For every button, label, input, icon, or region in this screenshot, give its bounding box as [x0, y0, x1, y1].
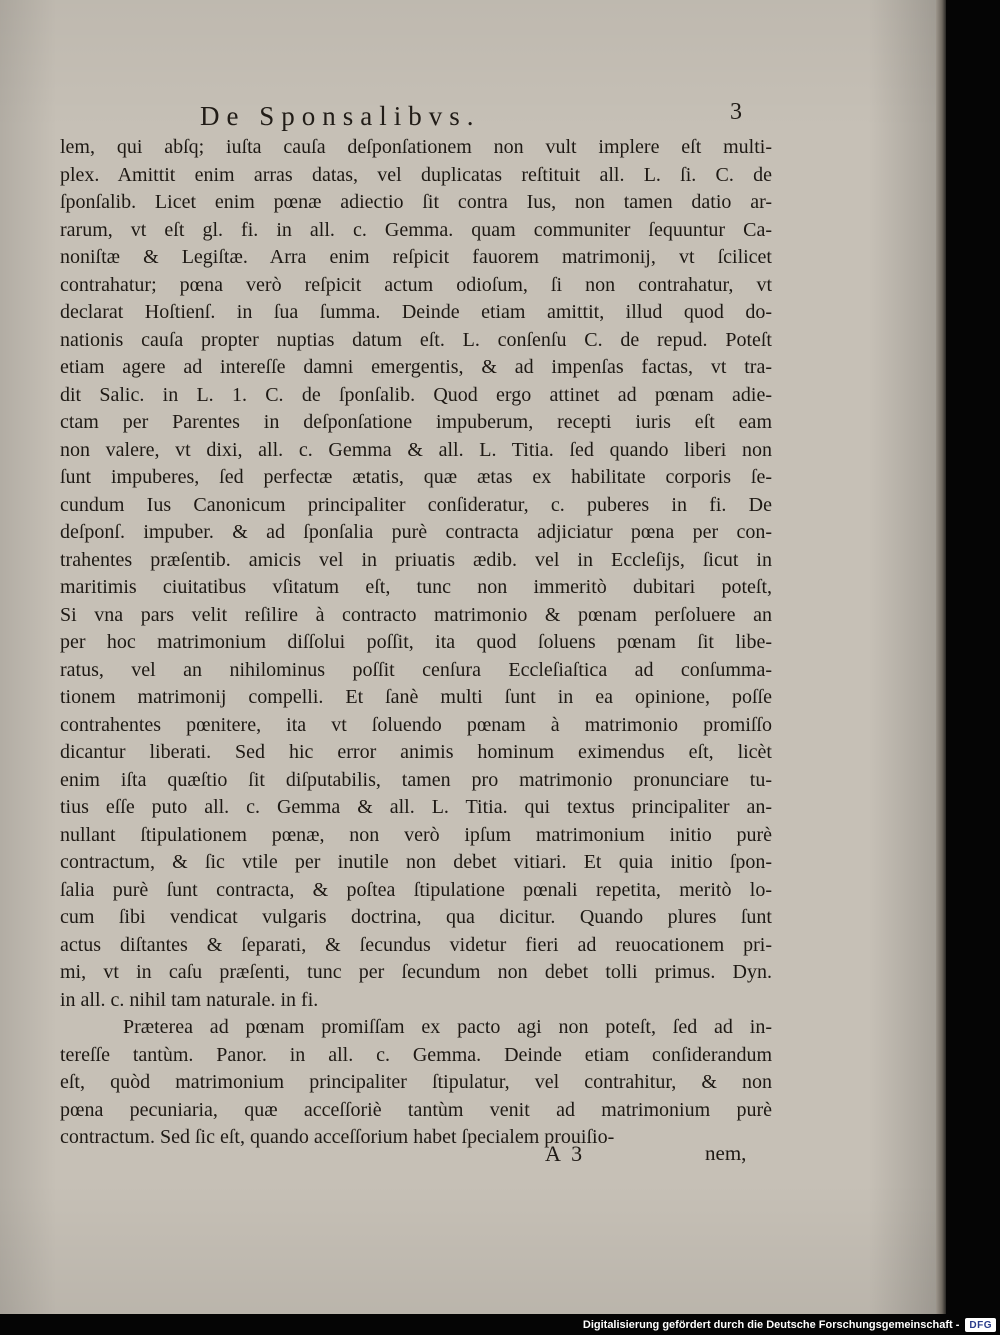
signature-mark: A 3: [545, 1141, 586, 1166]
text-line: per hoc matrimonium diſſolui poſſit, ita quod ſoluens pœnam ſit libe-: [60, 631, 772, 653]
text-line: ctam per Parentes in deſponſatione impuberum, recepti iuris eſt eam: [60, 411, 772, 433]
text-line: pœna pecuniaria, quæ acceſſoriè tantùm venit ad matrimonium purè: [60, 1098, 772, 1121]
text-line: tius eſſe puto all. c. Gemma & all. L. Titia. qui textus principaliter an-: [60, 796, 772, 818]
text-line: actus diſtantes & ſeparati, & ſecundus videtur fieri ad reuocationem pri-: [60, 933, 772, 956]
text-line: lem, qui abſq; iuſta cauſa deſponſationem non vult implere eſt multi-: [60, 136, 772, 158]
text-line: in all. c. nihil tam naturale. in fi.: [60, 988, 319, 1011]
text-line: eſt, quòd matrimonium principaliter ſtipulatur, vel contrahitur, & non: [60, 1071, 772, 1093]
text-line: declarat Hoſtienſ. in ſua ſumma. Deinde etiam amittit, illud quod do-: [60, 301, 772, 323]
funding-credit-text: Digitalisierung gefördert durch die Deutsche Forschungsgemeinschaft -: [582, 1319, 960, 1331]
page-number: 3: [730, 99, 742, 125]
catchword: nem,: [705, 1141, 747, 1165]
page-edge: [936, 0, 946, 1314]
text-line: dit Salic. in L. 1. C. de ſponſalib. Quod ergo attinet ad pœnam adie-: [60, 383, 772, 406]
text-line: contractum. Sed ſic eſt, quando acceſſorium habet ſpecialem prouiſio-: [60, 1126, 615, 1148]
text-line: ſunt impuberes, ſed perfectæ ætatis, quæ ætas ex habilitate corporis ſe-: [60, 466, 772, 488]
text-line: contrahatur; pœna verò reſpicit actum odioſum, ſi non contrahatur, vt: [60, 273, 772, 296]
text-line: noniſtæ & Legiſtæ. Arra enim reſpicit fauorem matrimonij, vt ſcilicet: [60, 246, 772, 268]
text-line: nullant ſtipulationem pœnæ, non verò ipſum matrimonium initio purè: [60, 823, 772, 846]
text-line: tionem matrimonij compelli. Et ſanè multi ſunt in ea opinione, poſſe: [60, 686, 772, 708]
text-line: contrahentes pœnitere, ita vt ſoluendo pœnam à matrimonio promiſſo: [60, 713, 772, 736]
text-line: non valere, vt dixi, all. c. Gemma & all. L. Titia. ſed quando liberi non: [60, 438, 772, 461]
text-line: deſponſ. impuber. & ad ſponſalia purè contracta adjiciatur pœna per con-: [60, 521, 772, 543]
text-line: cundum Ius Canonicum principaliter conſideratur, c. puberes in fi. De: [60, 493, 772, 516]
text-line: enim iſta quæſtio ſit diſputabilis, tamen pro matrimonio pronunciare tu-: [60, 768, 772, 791]
text-line: tereſſe tantùm. Panor. in all. c. Gemma. Deinde etiam conſiderandum: [60, 1043, 772, 1066]
text-line: cum ſibi vendicat vulgaris doctrina, qua dicitur. Quando plures ſunt: [60, 906, 772, 928]
text-line: nationis cauſa propter nuptias datum eſt. L. conſenſu C. de repud. Poteſt: [60, 328, 772, 351]
funding-credit-bar: [583, 1315, 1000, 1335]
text-line: Si vna pars velit reſilire à contracto matrimonio & pœnam perſoluere an: [60, 603, 772, 626]
text-line: plex. Amittit enim arras datas, vel duplicatas reſtituit all. L. ſi. C. de: [60, 163, 772, 186]
text-line: dicantur liberati. Sed hic error animis hominum eximendus eſt, licèt: [60, 741, 772, 763]
text-line: Præterea ad pœnam promiſſam ex pacto agi non poteſt, ſed ad in-: [123, 1016, 772, 1038]
text-line: ratus, vel an nihilominus poſſit cenſura Eccleſiaſtica ad conſumma-: [60, 658, 772, 681]
body-text: [60, 134, 772, 1152]
text-line: ſalia purè ſunt contracta, & poſtea ſtipulatione pœnali repetita, meritò lo-: [60, 878, 772, 901]
text-line: trahentes præſentib. amicis vel in priuatis ædib. vel in Eccleſijs, ſicut in: [60, 548, 772, 571]
text-line: mi, vt in caſu præſenti, tunc per ſecundum non debet tolli primus. Dyn.: [60, 961, 772, 983]
dfg-logo-icon: DFG: [965, 1318, 996, 1332]
text-line: ſponſalib. Licet enim pœnæ adiectio ſit contra Ius, non tamen datio ar-: [60, 191, 772, 213]
text-line: rarum, vt eſt gl. fi. in all. c. Gemma. quam communiter ſequuntur Ca-: [60, 218, 772, 241]
text-line: etiam agere ad intereſſe damni emergentis, & ad impenſas factas, vt tra-: [60, 356, 772, 378]
running-head: De Sponsalibvs.: [200, 101, 481, 131]
text-line: contractum, & ſic vtile per inutile non debet vitiari. Et quia initio ſpon-: [60, 851, 772, 873]
text-line: maritimis ciuitatibus vſitatum eſt, tunc non immeritò dubitari poteſt,: [60, 576, 772, 598]
